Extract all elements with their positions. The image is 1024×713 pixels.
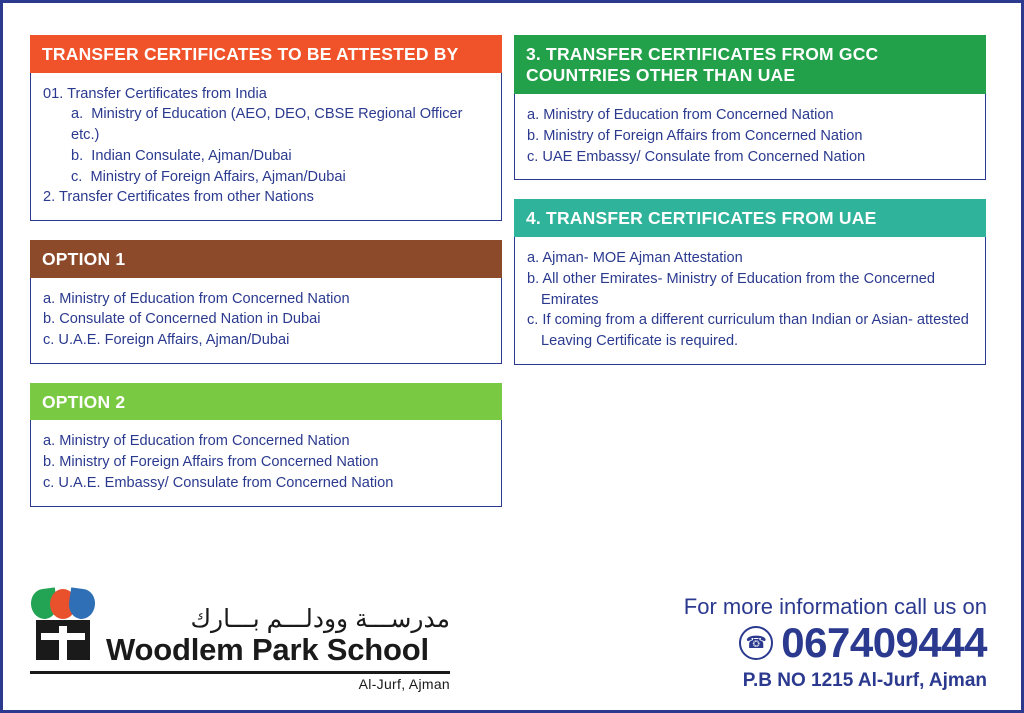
contact-block — [684, 594, 987, 692]
list-item: b. Consulate of Concerned Nation in Dubai — [43, 311, 321, 328]
card-body-option-1 — [30, 278, 502, 364]
card-title-transfer-certificates-to-be-attested-by: TRANSFER CERTIFICATES TO BE ATTESTED BY — [30, 35, 502, 73]
woodlem-logo-icon — [30, 589, 98, 667]
list-item: b. All other Emirates- Ministry of Education from the Concerned Emirates — [527, 270, 940, 308]
card-title-option-2: OPTION 2 — [30, 383, 502, 421]
school-logo-block — [30, 589, 450, 692]
school-name-arabic: مدرســـة وودلـــم بـــارك — [190, 605, 450, 634]
open-book-icon — [36, 620, 90, 660]
card-title-transfer-certificates-from-gcc-countries: 3. TRANSFER CERTIFICATES FROM GCC COUNTRIES OTHER THAN UAE — [514, 35, 986, 94]
list-item: a. Ministry of Education from Concerned Nation — [527, 107, 834, 124]
card-title-transfer-certificates-from-uae: 4. TRANSFER CERTIFICATES FROM UAE — [514, 199, 986, 237]
list-item: a. Ajman- MOE Ajman Attestation — [527, 250, 743, 267]
logo-divider — [30, 671, 450, 674]
card-transfer-certificates-from-gcc-countries — [514, 35, 986, 180]
list-item: c. If coming from a different curriculum than Indian or Asian- attested Leaving Certificate is required. — [527, 312, 973, 349]
card-body-transfer-certificates-to-be-attested-by — [30, 73, 502, 221]
phone-icon: ☎ — [739, 626, 773, 660]
phone-number[interactable]: 067409444 — [781, 619, 987, 666]
list-item: c. Ministry of Foreign Affairs, Ajman/Dubai — [71, 168, 346, 185]
list-item: c. UAE Embassy/ Consulate from Concerned Nation — [527, 148, 866, 165]
leaf-blue-icon — [67, 587, 97, 620]
list-item: b. Ministry of Foreign Affairs from Concerned Nation — [43, 454, 379, 471]
card-body-transfer-certificates-from-gcc-countries — [514, 94, 986, 180]
list-item: 01. Transfer Certificates from India — [43, 85, 267, 102]
card-body-option-2 — [30, 420, 502, 506]
card-option-2 — [30, 383, 502, 507]
right-column — [514, 35, 986, 384]
list-item: a. Ministry of Education from Concerned Nation — [43, 290, 350, 307]
list-item: b. Ministry of Foreign Affairs from Concerned Nation — [527, 128, 863, 144]
card-option-1 — [30, 240, 502, 364]
list-item: 2. Transfer Certificates from other Nations — [43, 189, 314, 206]
list-item: c. U.A.E. Embassy/ Consulate from Concerned Nation — [43, 474, 394, 491]
list-item: c. U.A.E. Foreign Affairs, Ajman/Dubai — [43, 332, 290, 349]
card-transfer-certificates-from-uae — [514, 199, 986, 364]
call-us-text: For more information call us on — [683, 594, 987, 619]
school-name: Woodlem Park School — [106, 632, 429, 668]
list-item: a. Ministry of Education from Concerned Nation — [43, 433, 350, 450]
left-column — [30, 35, 502, 526]
card-body-transfer-certificates-from-uae — [514, 237, 986, 365]
card-transfer-certificates-to-be-attested-by — [30, 35, 502, 221]
postal-address: P.B NO 1215 Al-Jurf, Ajman — [742, 670, 987, 691]
list-item: a. Ministry of Education (AEO, DEO, CBSE Regional Officer etc.) — [71, 106, 467, 144]
school-location: Al-Jurf, Ajman — [358, 676, 450, 692]
card-title-option-1: OPTION 1 — [30, 240, 502, 278]
list-item: b. Indian Consulate, Ajman/Dubai — [71, 147, 292, 164]
